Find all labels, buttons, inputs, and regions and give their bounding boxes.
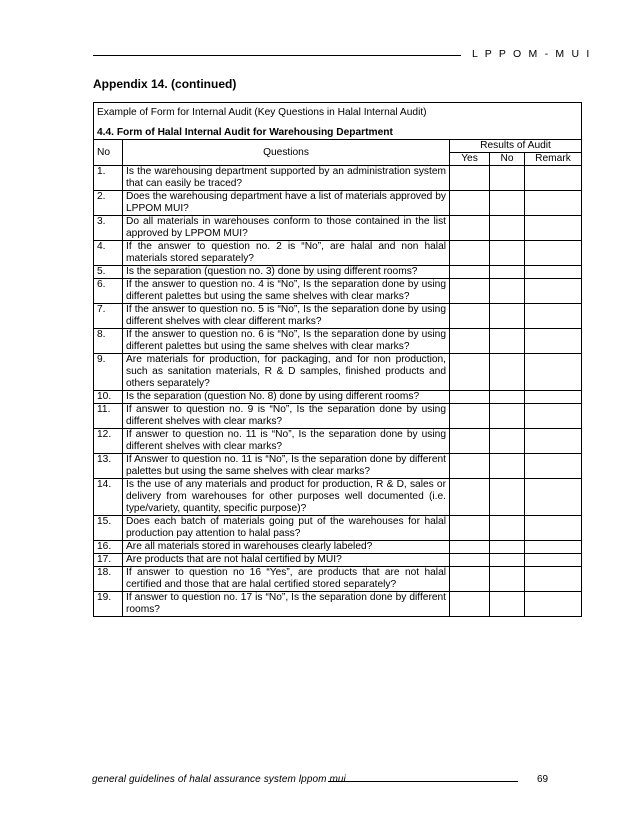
question-number: 15.: [94, 516, 123, 541]
remark-cell[interactable]: [525, 554, 582, 567]
yes-cell[interactable]: [450, 216, 490, 241]
footer-text: general guidelines of halal assurance system lppom mui: [92, 774, 346, 785]
question-text: If the answer to question no. 2 is “No”, are halal and non halal materials stored separately?: [123, 241, 450, 266]
question-number: 4.: [94, 241, 123, 266]
no-cell[interactable]: [490, 567, 525, 592]
remark-cell[interactable]: [525, 354, 582, 391]
table-row: [94, 216, 582, 241]
page-number: 69: [537, 774, 549, 785]
yes-cell[interactable]: [450, 454, 490, 479]
question-number: 8.: [94, 329, 123, 354]
remark-cell[interactable]: [525, 279, 582, 304]
no-cell[interactable]: [490, 304, 525, 329]
question-text: Does the warehousing department have a list of materials approved by LPPOM MUI?: [123, 191, 450, 216]
question-text: Does each batch of materials going put of the warehouses for halal production pay attention to halal pass?: [123, 516, 450, 541]
form-intro: Example of Form for Internal Audit (Key Questions in Halal Internal Audit): [97, 107, 427, 118]
question-text: If answer to question no. 9 is “No”, Is the separation done by using different shelves with clear marks?: [123, 404, 450, 429]
remark-cell[interactable]: [525, 429, 582, 454]
yes-cell[interactable]: [450, 404, 490, 429]
yes-cell[interactable]: [450, 479, 490, 516]
header-row-1: [94, 140, 582, 153]
col-header-questions: Questions: [123, 140, 450, 166]
remark-cell[interactable]: [525, 191, 582, 216]
no-cell[interactable]: [490, 541, 525, 554]
no-cell[interactable]: [490, 516, 525, 541]
remark-cell[interactable]: [525, 454, 582, 479]
question-text: Are materials for production, for packaging, and for non production, such as sanitation materials, R & D samples, finished products and others separately?: [123, 354, 450, 391]
question-number: 13.: [94, 454, 123, 479]
remark-cell[interactable]: [525, 541, 582, 554]
table-row: [94, 454, 582, 479]
question-number: 11.: [94, 404, 123, 429]
table-row: [94, 567, 582, 592]
yes-cell[interactable]: [450, 429, 490, 454]
question-number: 1.: [94, 166, 123, 191]
table-row: [94, 479, 582, 516]
remark-cell[interactable]: [525, 516, 582, 541]
no-cell[interactable]: [490, 266, 525, 279]
question-text: Are products that are not halal certified by MUI?: [123, 554, 450, 567]
yes-cell[interactable]: [450, 567, 490, 592]
yes-cell[interactable]: [450, 516, 490, 541]
question-number: 6.: [94, 279, 123, 304]
table-row: [94, 304, 582, 329]
question-text: If Answer to question no. 11 is “No”, Is the separation done by different palettes but using the same shelves with clear marks?: [123, 454, 450, 479]
intro-cell: [94, 103, 582, 140]
remark-cell[interactable]: [525, 329, 582, 354]
no-cell[interactable]: [490, 329, 525, 354]
header-text: L P P O M - M U I: [472, 48, 592, 60]
table-row: [94, 279, 582, 304]
question-text: Is the separation (question No. 8) done by using different rooms?: [123, 391, 450, 404]
question-text: If the answer to question no. 6 is “No”, Is the separation done by using different palettes but using the same shelves with clear marks?: [123, 329, 450, 354]
remark-cell[interactable]: [525, 567, 582, 592]
question-text: If answer to question no. 17 is “No”, Is the separation done by different rooms?: [123, 592, 450, 617]
yes-cell[interactable]: [450, 592, 490, 617]
remark-cell[interactable]: [525, 304, 582, 329]
question-number: 19.: [94, 592, 123, 617]
question-text: Is the use of any materials and product for production, R & D, sales or delivery from warehouses for other purposes well documented (i.e. type/variety, quantity, specific purpose)?: [123, 479, 450, 516]
table-row: [94, 541, 582, 554]
yes-cell[interactable]: [450, 241, 490, 266]
question-text: Do all materials in warehouses conform to those contained in the list approved by LPPOM MUI?: [123, 216, 450, 241]
col-header-no-answer: No: [490, 153, 525, 166]
no-cell[interactable]: [490, 279, 525, 304]
question-number: 5.: [94, 266, 123, 279]
no-cell[interactable]: [490, 554, 525, 567]
question-number: 14.: [94, 479, 123, 516]
question-number: 2.: [94, 191, 123, 216]
table-row: [94, 516, 582, 541]
no-cell[interactable]: [490, 391, 525, 404]
remark-cell[interactable]: [525, 404, 582, 429]
remark-cell[interactable]: [525, 479, 582, 516]
remark-cell[interactable]: [525, 241, 582, 266]
question-number: 16.: [94, 541, 123, 554]
question-number: 18.: [94, 567, 123, 592]
yes-cell[interactable]: [450, 354, 490, 391]
yes-cell[interactable]: [450, 541, 490, 554]
audit-form-table: [93, 102, 582, 617]
col-header-results: Results of Audit: [450, 140, 582, 153]
no-cell[interactable]: [490, 354, 525, 391]
table-row: [94, 404, 582, 429]
yes-cell[interactable]: [450, 191, 490, 216]
yes-cell[interactable]: [450, 304, 490, 329]
question-text: Is the warehousing department supported by an administration system that can easily be traced?: [123, 166, 450, 191]
table-row: [94, 429, 582, 454]
footer-rule: [328, 781, 518, 782]
yes-cell[interactable]: [450, 266, 490, 279]
no-cell[interactable]: [490, 241, 525, 266]
no-cell[interactable]: [490, 592, 525, 617]
col-header-yes: Yes: [450, 153, 490, 166]
table-row: [94, 554, 582, 567]
yes-cell[interactable]: [450, 279, 490, 304]
question-number: 9.: [94, 354, 123, 391]
question-number: 10.: [94, 391, 123, 404]
no-cell[interactable]: [490, 166, 525, 191]
table-row: [94, 592, 582, 617]
question-number: 3.: [94, 216, 123, 241]
remark-cell[interactable]: [525, 391, 582, 404]
col-header-no: No: [94, 140, 123, 166]
table-row: [94, 354, 582, 391]
table-row: [94, 241, 582, 266]
yes-cell[interactable]: [450, 329, 490, 354]
question-text: If answer to question no 16 “Yes”, are products that are not halal certified and those that are halal certified stored separately?: [123, 567, 450, 592]
no-cell[interactable]: [490, 216, 525, 241]
table-row: [94, 166, 582, 191]
no-cell[interactable]: [490, 429, 525, 454]
yes-cell[interactable]: [450, 554, 490, 567]
table-row: [94, 191, 582, 216]
table-row: [94, 391, 582, 404]
no-cell[interactable]: [490, 479, 525, 516]
remark-cell[interactable]: [525, 266, 582, 279]
table-row: [94, 266, 582, 279]
yes-cell[interactable]: [450, 166, 490, 191]
question-number: 17.: [94, 554, 123, 567]
remark-cell[interactable]: [525, 216, 582, 241]
remark-cell[interactable]: [525, 592, 582, 617]
intro-row: [94, 103, 582, 140]
question-text: If the answer to question no. 5 is “No”, Is the separation done by using different shelves with clear different marks?: [123, 304, 450, 329]
question-text: Are all materials stored in warehouses clearly labeled?: [123, 541, 450, 554]
question-number: 12.: [94, 429, 123, 454]
table-row: [94, 329, 582, 354]
no-cell[interactable]: [490, 404, 525, 429]
question-text: If answer to question no. 11 is “No”, Is the separation done by using different shelves with clear marks?: [123, 429, 450, 454]
header-rule: [93, 55, 461, 56]
question-text: If the answer to question no. 4 is “No”, Is the separation done by using different palettes but using the same shelves with clear marks?: [123, 279, 450, 304]
no-cell[interactable]: [490, 191, 525, 216]
question-text: Is the separation (question no. 3) done by using different rooms?: [123, 266, 450, 279]
remark-cell[interactable]: [525, 166, 582, 191]
question-number: 7.: [94, 304, 123, 329]
appendix-title: Appendix 14. (continued): [93, 77, 237, 91]
yes-cell[interactable]: [450, 391, 490, 404]
section-title: 4.4. Form of Halal Internal Audit for Warehousing Department: [97, 127, 393, 138]
no-cell[interactable]: [490, 454, 525, 479]
col-header-remark: Remark: [525, 153, 582, 166]
